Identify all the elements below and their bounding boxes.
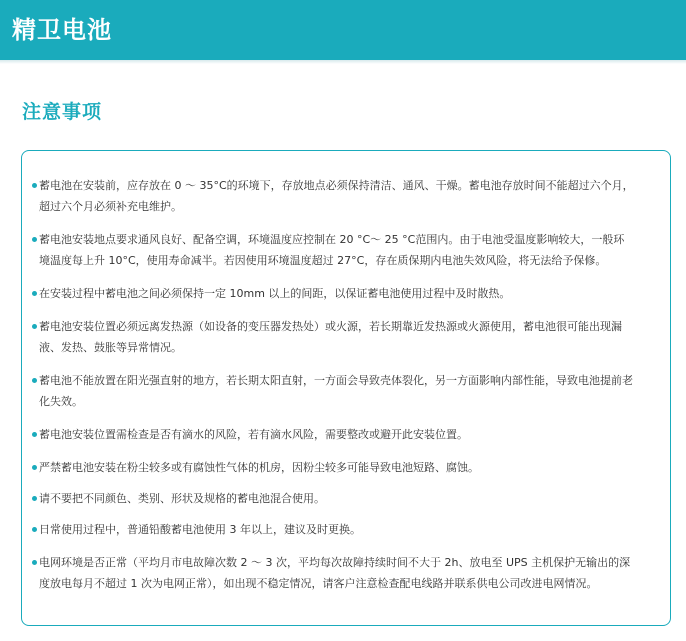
list-item	[39, 519, 634, 540]
list-item	[39, 424, 634, 445]
note-text: 在安装过程中蓄电池之间必须保持一定 10mm 以上的间距，以保证蓄电池使用过程中及时散热。	[39, 287, 511, 300]
note-text: 蓄电池不能放置在阳光强直射的地方，若长期太阳直射，一方面会导致壳体裂化，另一方面影响内部性能，导致电池提前老化失效。	[39, 374, 633, 408]
bullet-icon	[32, 378, 37, 383]
note-text: 严禁蓄电池安装在粉尘较多或有腐蚀性气体的机房，因粉尘较多可能导致电池短路、腐蚀。	[39, 461, 479, 474]
bullet-icon	[32, 465, 37, 470]
bullet-icon	[32, 183, 37, 188]
bullet-icon	[32, 237, 37, 242]
header-title: 精卫电池	[12, 16, 112, 44]
note-text: 请不要把不同颜色、类别、形状及规格的蓄电池混合使用。	[39, 492, 325, 505]
list-item	[39, 283, 634, 304]
note-text: 蓄电池安装地点要求通风良好、配备空调，环境温度应控制在 20 °C～ 25 °C范围内。由于电池受温度影响较大，一般环境温度每上升 10°C，使用寿命减半。若因使用环境温度超过 27°C，存在质保期内电池失效风险，将无法给予保修。	[39, 233, 625, 267]
list-item	[39, 370, 634, 412]
bullet-icon	[32, 496, 37, 501]
note-text: 日常使用过程中，普通铅酸蓄电池使用 3 年以上，建议及时更换。	[39, 523, 361, 536]
list-item	[39, 552, 634, 594]
list-item	[39, 488, 634, 509]
header-shadow	[0, 60, 686, 64]
note-text: 蓄电池安装位置需检查是否有滴水的风险，若有滴水风险，需要整改或避开此安装位置。	[39, 428, 468, 441]
list-item	[39, 316, 634, 358]
bullet-icon	[32, 291, 37, 296]
bullet-icon	[32, 432, 37, 437]
bullet-icon	[32, 527, 37, 532]
list-item	[39, 175, 634, 217]
section-title: 注意事项	[22, 101, 103, 123]
bullet-icon	[32, 560, 37, 565]
header-bar	[0, 0, 686, 60]
bullet-icon	[32, 324, 37, 329]
note-text: 蓄电池在安装前，应存放在 0 ～ 35°C的环境下，存放地点必须保持清洁、通风、干燥。蓄电池存放时间不能超过六个月，超过六个月必须补充电维护。	[39, 179, 634, 213]
list-item	[39, 229, 634, 271]
note-text: 蓄电池安装位置必须远离发热源（如设备的变压器发热处）或火源，若长期靠近发热源或火源使用，蓄电池很可能出现漏液、发热、鼓胀等异常情况。	[39, 320, 622, 354]
note-text: 电网环境是否正常（平均月市电故障次数 2 ～ 3 次，平均每次故障持续时间不大于 2h、放电至 UPS 主机保护无输出的深度放电每月不超过 1 次为电网正常），如出现不稳定情况，请客户注意检查配电线路并联系供电公司改进电网情况。	[39, 556, 631, 590]
list-item	[39, 457, 634, 478]
